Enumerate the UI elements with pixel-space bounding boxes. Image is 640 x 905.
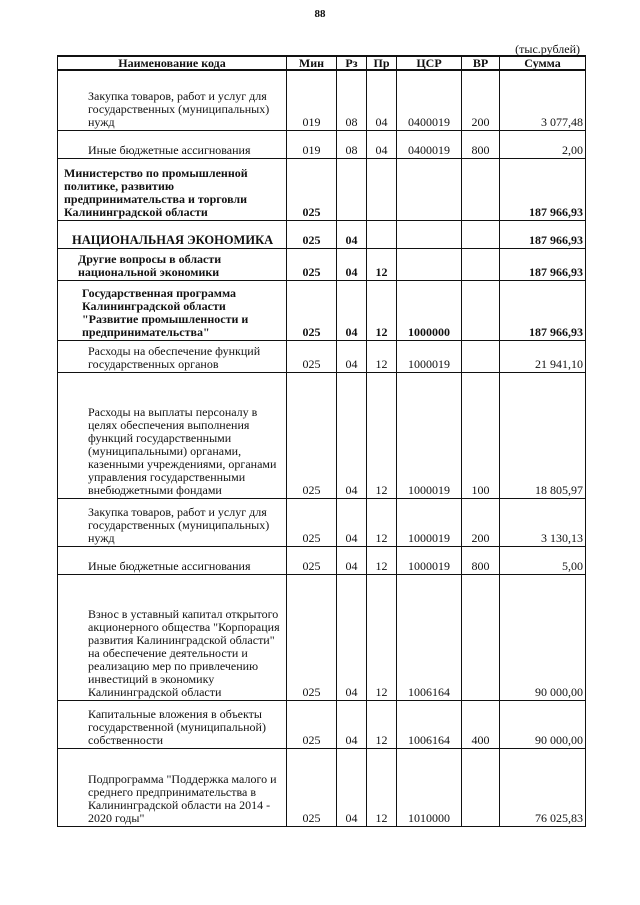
row-min: 025: [287, 280, 337, 340]
row-csr: 1000019: [397, 498, 462, 546]
row-sum: 3 130,13: [500, 498, 586, 546]
table-row: [58, 372, 586, 498]
row-csr: 1006164: [397, 574, 462, 700]
row-rz: 08: [337, 130, 367, 158]
row-min: 025: [287, 248, 337, 280]
row-csr: 1000019: [397, 372, 462, 498]
table-row: [58, 700, 586, 748]
row-name: Государственная программа Калининградской области "Развитие промышленности и предпринимательства": [58, 280, 287, 340]
row-pr: 04: [367, 130, 397, 158]
row-csr: [397, 248, 462, 280]
row-min: 019: [287, 70, 337, 130]
row-sum: 187 966,93: [500, 220, 586, 248]
row-name: Подпрограмма "Поддержка малого и среднего предпринимательства в Калининградской области на 2014 - 2020 годы": [58, 748, 287, 826]
row-min: 025: [287, 546, 337, 574]
row-pr: 12: [367, 372, 397, 498]
row-csr: [397, 220, 462, 248]
table-row: [58, 220, 586, 248]
row-name: Иные бюджетные ассигнования: [58, 130, 287, 158]
row-vr: 200: [462, 498, 500, 546]
table-row: [58, 280, 586, 340]
row-csr: [397, 158, 462, 220]
row-csr: 1000019: [397, 340, 462, 372]
row-rz: 04: [337, 248, 367, 280]
row-sum: 90 000,00: [500, 574, 586, 700]
col-header-vr: ВР: [462, 56, 500, 70]
row-min: 025: [287, 574, 337, 700]
row-rz: 04: [337, 546, 367, 574]
row-rz: 04: [337, 700, 367, 748]
row-sum: 18 805,97: [500, 372, 586, 498]
row-name: Взнос в уставный капитал открытого акционерного общества "Корпорация развития Калининградской области" на обеспечение деятельности и реализацию мер по привлечению инвестиций в экономику Калининградской области: [58, 574, 287, 700]
table-row: [58, 574, 586, 700]
row-sum: 187 966,93: [500, 248, 586, 280]
col-header-rz: Рз: [337, 56, 367, 70]
budget-table: [57, 55, 586, 827]
col-header-min: Мин: [287, 56, 337, 70]
row-sum: 90 000,00: [500, 700, 586, 748]
row-min: 025: [287, 158, 337, 220]
row-rz: 04: [337, 280, 367, 340]
row-vr: [462, 574, 500, 700]
table-row: [58, 130, 586, 158]
row-rz: 04: [337, 748, 367, 826]
row-min: 025: [287, 220, 337, 248]
row-pr: 12: [367, 574, 397, 700]
row-pr: 12: [367, 748, 397, 826]
row-vr: [462, 340, 500, 372]
row-sum: 76 025,83: [500, 748, 586, 826]
row-sum: 3 077,48: [500, 70, 586, 130]
row-sum: 2,00: [500, 130, 586, 158]
row-min: 025: [287, 340, 337, 372]
row-pr: 12: [367, 280, 397, 340]
row-vr: [462, 280, 500, 340]
row-pr: 12: [367, 546, 397, 574]
row-name: Капитальные вложения в объекты государственной (муниципальной) собственности: [58, 700, 287, 748]
row-name: Министерство по промышленной политике, развитию предпринимательства и торговли Калининградской области: [58, 158, 287, 220]
row-vr: [462, 158, 500, 220]
row-rz: [337, 158, 367, 220]
table-row: [58, 546, 586, 574]
header-row: [58, 56, 586, 70]
row-min: 025: [287, 700, 337, 748]
row-min: 019: [287, 130, 337, 158]
row-vr: 200: [462, 70, 500, 130]
row-vr: [462, 248, 500, 280]
row-pr: [367, 220, 397, 248]
page-number: 88: [314, 8, 326, 20]
row-name: НАЦИОНАЛЬНАЯ ЭКОНОМИКА: [58, 220, 287, 248]
table-row: [58, 248, 586, 280]
table-row: [58, 748, 586, 826]
row-sum: 187 966,93: [500, 280, 586, 340]
table-row: [58, 340, 586, 372]
row-pr: 12: [367, 248, 397, 280]
row-name: Расходы на обеспечение функций государственных органов: [58, 340, 287, 372]
row-pr: 04: [367, 70, 397, 130]
row-rz: 04: [337, 498, 367, 546]
row-csr: 1010000: [397, 748, 462, 826]
row-pr: [367, 158, 397, 220]
row-name: Закупка товаров, работ и услуг для государственных (муниципальных) нужд: [58, 70, 287, 130]
row-name: Расходы на выплаты персоналу в целях обеспечения выполнения функций государственными (муниципальными) органами, казенными учреждениями, органами управления государственными внебюджетными фондами: [58, 372, 287, 498]
row-min: 025: [287, 498, 337, 546]
row-vr: 800: [462, 546, 500, 574]
row-pr: 12: [367, 700, 397, 748]
row-vr: [462, 220, 500, 248]
row-csr: 1000000: [397, 280, 462, 340]
row-csr: 0400019: [397, 70, 462, 130]
row-sum: 5,00: [500, 546, 586, 574]
col-header-name: Наименование кода: [58, 56, 287, 70]
row-rz: 08: [337, 70, 367, 130]
row-csr: 1006164: [397, 700, 462, 748]
row-pr: 12: [367, 498, 397, 546]
row-name: Закупка товаров, работ и услуг для государственных (муниципальных) нужд: [58, 498, 287, 546]
table-row: [58, 70, 586, 130]
row-sum: 21 941,10: [500, 340, 586, 372]
col-header-pr: Пр: [367, 56, 397, 70]
row-min: 025: [287, 748, 337, 826]
col-header-csr: ЦСР: [397, 56, 462, 70]
row-vr: 400: [462, 700, 500, 748]
row-csr: 1000019: [397, 546, 462, 574]
row-name: Иные бюджетные ассигнования: [58, 546, 287, 574]
row-rz: 04: [337, 340, 367, 372]
units-label: (тыс.рублей): [515, 42, 580, 56]
row-csr: 0400019: [397, 130, 462, 158]
row-rz: 04: [337, 574, 367, 700]
row-min: 025: [287, 372, 337, 498]
row-vr: [462, 748, 500, 826]
table-row: [58, 158, 586, 220]
row-name: Другие вопросы в области национальной экономики: [58, 248, 287, 280]
row-sum: 187 966,93: [500, 158, 586, 220]
table-row: [58, 498, 586, 546]
row-vr: 100: [462, 372, 500, 498]
row-rz: 04: [337, 220, 367, 248]
col-header-sum: Сумма: [500, 56, 586, 70]
row-rz: 04: [337, 372, 367, 498]
row-vr: 800: [462, 130, 500, 158]
row-pr: 12: [367, 340, 397, 372]
